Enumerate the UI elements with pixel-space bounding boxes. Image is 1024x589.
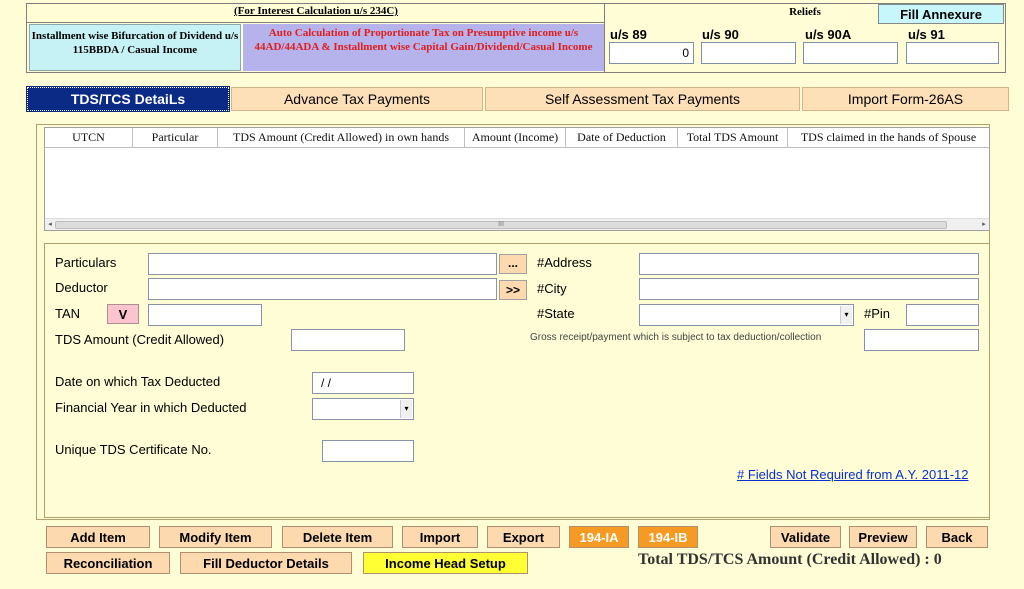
gross-receipt-label: Gross receipt/payment which is subject to tax deduction/collection [530, 332, 822, 343]
installment-bifurcation-button[interactable]: Installment wise Bifurcation of Dividend u/s 115BBDA / Casual Income [29, 24, 241, 71]
back-button[interactable]: Back [926, 526, 988, 548]
financial-year-select[interactable] [312, 398, 414, 420]
particulars-input[interactable] [148, 253, 497, 275]
state-select[interactable] [639, 304, 854, 326]
grid-header [45, 128, 989, 148]
dropdown-arrow-icon[interactable]: ▾ [400, 400, 412, 418]
certificate-no-input[interactable] [322, 440, 414, 462]
modify-item-button[interactable]: Modify Item [159, 526, 272, 548]
dropdown-arrow-icon[interactable]: ▾ [840, 306, 852, 324]
fields-not-required-link[interactable]: # Fields Not Required from A.Y. 2011-12 [737, 467, 969, 482]
gross-receipt-input[interactable] [864, 329, 979, 351]
reliefs-title: Reliefs [789, 6, 821, 18]
date-deducted-label: Date on which Tax Deducted [55, 374, 221, 389]
tan-verify-button[interactable]: V [107, 304, 139, 324]
city-input[interactable] [639, 278, 979, 300]
relief-label-us89: u/s 89 [610, 27, 647, 42]
deductor-label: Deductor [55, 280, 108, 295]
section-194ia-button[interactable]: 194-IA [569, 526, 629, 548]
section-194ib-button[interactable]: 194-IB [638, 526, 698, 548]
column-header-date-of-deduction[interactable]: Date of Deduction [566, 128, 678, 147]
interest-calculation-title: (For Interest Calculation u/s 234C) [234, 5, 398, 17]
pin-input[interactable] [906, 304, 979, 326]
deductor-input[interactable] [148, 278, 497, 300]
tds-grid[interactable] [44, 127, 990, 231]
column-header-tds-amount[interactable]: TDS Amount (Credit Allowed) in own hands [218, 128, 465, 147]
certificate-no-label: Unique TDS Certificate No. [55, 442, 212, 457]
reconciliation-button[interactable]: Reconciliation [46, 552, 170, 574]
relief-label-us91: u/s 91 [908, 27, 945, 42]
city-label: #City [537, 281, 567, 296]
tab-self-assessment-tax-payments[interactable]: Self Assessment Tax Payments [485, 87, 800, 111]
preview-button[interactable]: Preview [849, 526, 917, 548]
tab-import-form-26as[interactable]: Import Form-26AS [802, 87, 1009, 111]
panel-divider-horizontal [26, 22, 605, 23]
scroll-thumb[interactable]: III [55, 221, 947, 229]
income-head-setup-button[interactable]: Income Head Setup [363, 552, 528, 574]
add-item-button[interactable]: Add Item [46, 526, 150, 548]
tan-label: TAN [55, 306, 81, 321]
validate-button[interactable]: Validate [770, 526, 841, 548]
relief-input-us90[interactable] [701, 42, 796, 64]
pin-label: #Pin [864, 306, 891, 321]
column-header-total-tds-amount[interactable]: Total TDS Amount [678, 128, 788, 147]
tds-amount-label: TDS Amount (Credit Allowed) [55, 332, 225, 347]
address-input[interactable] [639, 253, 979, 275]
state-label: #State [537, 306, 575, 321]
tan-input[interactable] [148, 304, 262, 326]
grid-horizontal-scrollbar[interactable] [45, 218, 989, 230]
column-header-utcn[interactable]: UTCN [45, 128, 133, 147]
total-tds-amount: Total TDS/TCS Amount (Credit Allowed) : 0 [638, 551, 942, 568]
address-label: #Address [537, 255, 592, 270]
column-header-tds-spouse[interactable]: TDS claimed in the hands of Spouse [800, 130, 977, 144]
relief-input-us89[interactable]: 0 [609, 42, 694, 64]
particulars-browse-button[interactable]: ... [499, 254, 527, 274]
delete-item-button[interactable]: Delete Item [282, 526, 393, 548]
particulars-label: Particulars [55, 255, 117, 270]
fill-annexure-button[interactable]: Fill Annexure [878, 4, 1004, 24]
tab-advance-tax-payments[interactable]: Advance Tax Payments [231, 87, 483, 111]
date-deducted-input[interactable]: / / [312, 372, 414, 394]
financial-year-label: Financial Year in which Deducted [55, 400, 247, 415]
scroll-left-icon[interactable]: ◂ [48, 221, 52, 228]
tab-tds-tcs-details[interactable]: TDS/TCS DetaiLs [27, 87, 229, 111]
relief-input-us90a[interactable] [803, 42, 898, 64]
column-header-particular[interactable]: Particular [133, 128, 218, 147]
scroll-right-icon[interactable]: ▸ [982, 221, 986, 228]
column-header-amount-income[interactable]: Amount (Income) [465, 128, 566, 147]
relief-input-us91[interactable] [906, 42, 999, 64]
fill-deductor-details-button[interactable]: Fill Deductor Details [180, 552, 352, 574]
tds-amount-input[interactable] [291, 329, 405, 351]
import-button[interactable]: Import [402, 526, 478, 548]
export-button[interactable]: Export [487, 526, 560, 548]
deductor-select-button[interactable]: >> [499, 280, 527, 300]
relief-label-us90: u/s 90 [702, 27, 739, 42]
auto-calculation-link[interactable]: Auto Calculation of Proportionate Tax on Presumptive income u/s 44AD/44ADA & Installment wise Capital Gain/Dividend/Casual Income [243, 24, 604, 71]
relief-label-us90a: u/s 90A [805, 27, 852, 42]
